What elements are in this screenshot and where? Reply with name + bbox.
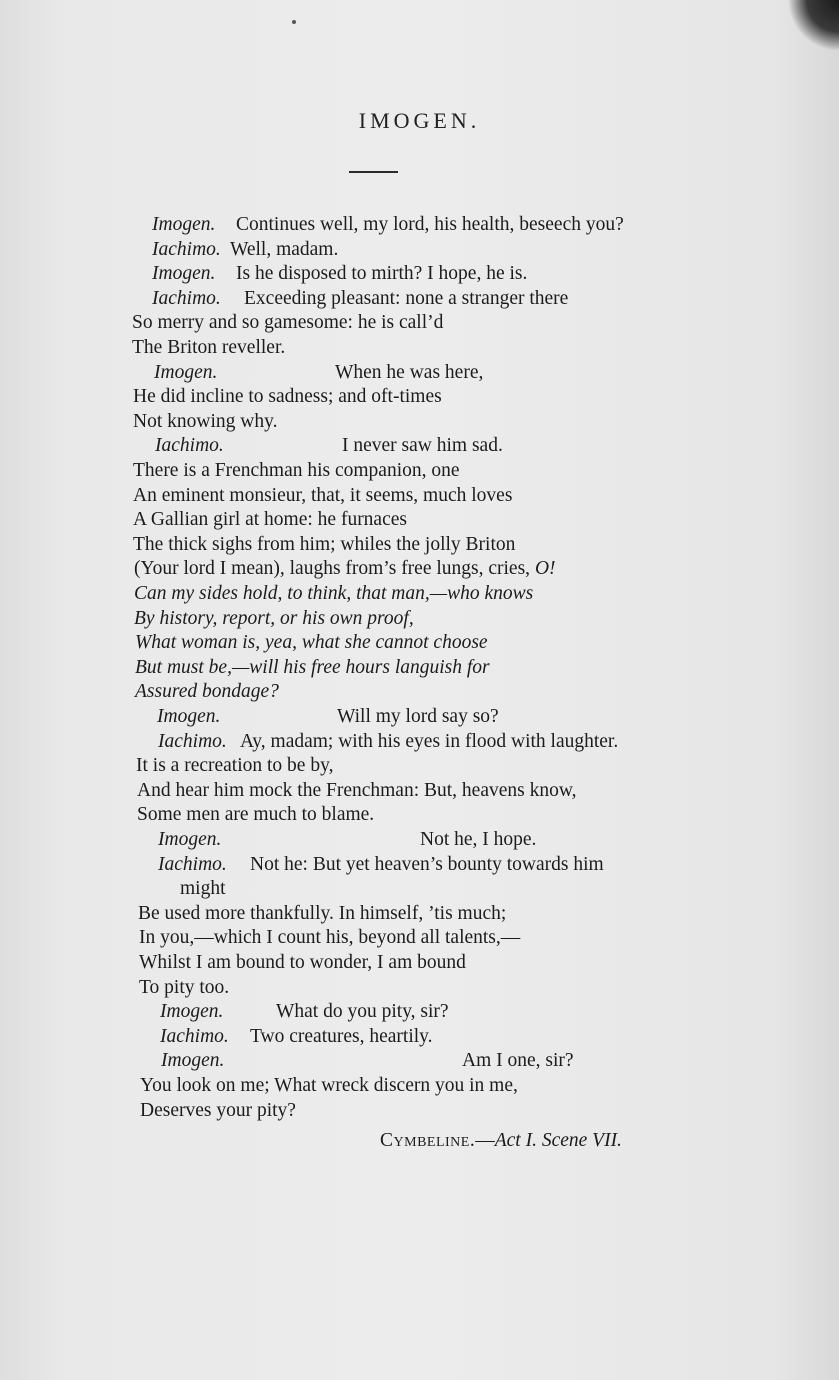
verse-text: To pity too. — [139, 976, 230, 998]
verse-text: Assured bondage? — [135, 681, 279, 703]
verse-text: What woman is, yea, what she cannot choose — [135, 632, 488, 654]
speaker-name: Iachimo. — [152, 287, 221, 309]
verse-text: By history, report, or his own proof, — [134, 607, 414, 629]
dialogue-line: Am I one, sir? — [462, 1050, 574, 1072]
verse-line — [135, 631, 488, 655]
verse-line — [133, 385, 442, 409]
verse-line — [135, 680, 279, 704]
speaker-name: Imogen. — [158, 829, 222, 850]
dialogue-line: Two creatures, heartily. — [250, 1025, 433, 1047]
dialogue-line: Ay, madam; with his eyes in flood with laughter. — [240, 730, 619, 752]
speaker-name: Imogen. — [157, 706, 221, 727]
speaker-name: Imogen. — [160, 1001, 224, 1023]
verse-text: There is a Frenchman his companion, one — [133, 460, 460, 481]
dialogue-line: When he was here, — [335, 361, 484, 383]
verse-text: Not knowing why. — [133, 410, 278, 432]
dialogue-line: I never saw him sad. — [342, 435, 503, 457]
verse-line — [140, 1074, 518, 1098]
verse-line — [132, 336, 285, 360]
verse-text: A Gallian girl at home: he furnaces — [133, 509, 407, 531]
speaker-name: Iachimo. — [160, 1025, 229, 1047]
dialogue-line: What do you pity, sir? — [276, 1001, 449, 1023]
verse-text: He did incline to sadness; and oft-times — [133, 386, 442, 408]
dialogue-line: Exceeding pleasant: none a stranger there — [244, 287, 569, 309]
verse-line — [138, 902, 506, 926]
speaker-name: Iachimo. — [158, 730, 227, 752]
verse-line — [134, 607, 414, 631]
verse-line — [134, 557, 556, 581]
citation-act: Act I. Scene VII. — [494, 1130, 622, 1151]
speaker-name: Imogen. — [152, 214, 216, 235]
verse-line — [137, 779, 577, 803]
dialogue-line: Is he disposed to mirth? I hope, he is. — [236, 263, 528, 285]
speaker-name: Imogen. — [161, 1050, 225, 1072]
verse-line — [133, 508, 407, 532]
page-title: IMOGEN. — [358, 108, 481, 133]
verse-text: Deserves your pity? — [140, 1099, 296, 1121]
dialogue-line: Not he: But yet heaven’s bounty towards him — [250, 853, 604, 875]
verse-line — [132, 311, 443, 335]
citation-dash: — — [475, 1130, 495, 1151]
verse-text: But must be,—will his free hours languish for — [135, 656, 490, 678]
verse-text: The thick sighs from him; whiles the jolly Briton — [133, 533, 516, 555]
verse-text: (Your lord I mean), laughs from’s free lungs, cries, — [134, 558, 531, 580]
dialogue-line: Well, madam. — [230, 238, 339, 260]
verse-text: Can my sides hold, to think, that man,—who knows — [134, 583, 534, 604]
verse-line — [133, 484, 512, 508]
verse-text: In you,—which I count his, beyond all talents,— — [139, 927, 521, 949]
dialogue-line: Continues well, my lord, his health, beseech you? — [236, 214, 624, 235]
verse-line — [139, 926, 520, 950]
verse-text: might — [180, 878, 226, 900]
italic-exclamation: O! — [534, 558, 556, 580]
verse-line — [180, 877, 226, 901]
speaker-name: Imogen. — [154, 361, 218, 383]
verse-line — [139, 951, 466, 975]
speaker-name: Imogen. — [152, 263, 216, 285]
verse-text: The Briton reveller. — [132, 337, 286, 358]
verse-line — [133, 459, 460, 483]
verse-line — [133, 410, 277, 434]
verse-text: You look on me; What wreck discern you in me, — [140, 1075, 518, 1096]
citation — [380, 1130, 622, 1152]
verse-line — [133, 533, 515, 557]
citation-play: Cymbeline. — [380, 1130, 476, 1151]
verse-line — [137, 803, 374, 827]
verse-text: It is a recreation to be by, — [136, 755, 334, 777]
speaker-name: Iachimo. — [152, 238, 221, 260]
verse-text: And hear him mock the Frenchman: But, heavens know, — [137, 779, 577, 801]
verse-line — [136, 754, 333, 778]
verse-line — [140, 1099, 296, 1123]
dialogue-line: Will my lord say so? — [337, 706, 499, 727]
verse-text: So merry and so gamesome: he is call’d — [132, 312, 444, 334]
verse-line — [135, 656, 490, 680]
verse-text: Be used more thankfully. In himself, ’tis much; — [138, 902, 507, 924]
verse-line — [134, 582, 533, 606]
verse-text: Some men are much to blame. — [137, 804, 375, 826]
speaker-name: Iachimo. — [155, 435, 224, 457]
speaker-name: Iachimo. — [158, 853, 227, 875]
verse-line — [139, 976, 229, 1000]
verse-text: An eminent monsieur, that, it seems, much loves — [133, 484, 513, 506]
dialogue-line: Not he, I hope. — [420, 829, 537, 850]
verse-text: Whilst I am bound to wonder, I am bound — [139, 952, 466, 973]
